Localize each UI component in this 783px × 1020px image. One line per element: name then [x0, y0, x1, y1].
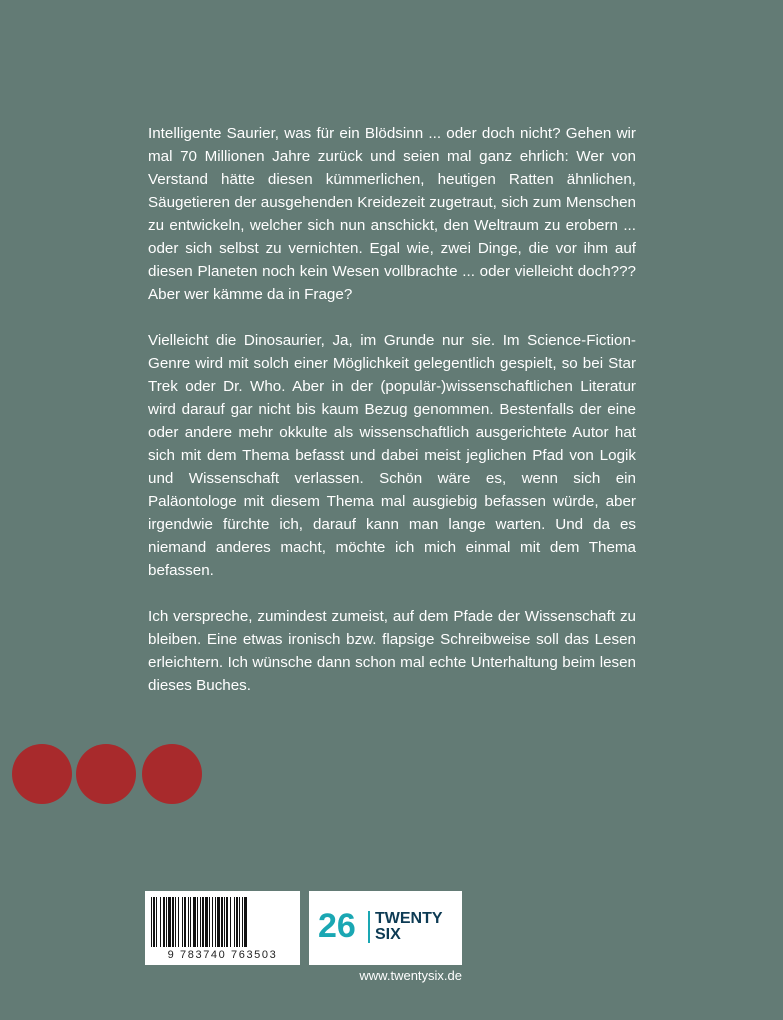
barcode-bar	[236, 897, 238, 947]
logo-wordmark-line-1: TWENTY	[375, 910, 443, 927]
barcode-bar	[244, 897, 247, 947]
barcode-bar	[200, 897, 201, 947]
publisher-url[interactable]: www.twentysix.de	[359, 968, 462, 983]
barcode-bar	[151, 897, 152, 947]
logo-wordmark-line-2: SIX	[375, 926, 401, 943]
barcode-bar	[205, 897, 208, 947]
barcode-bar	[160, 897, 161, 947]
logo-number: 26	[318, 907, 356, 945]
barcode-bar	[226, 897, 228, 947]
barcode-bar	[178, 897, 179, 947]
barcode-bar	[239, 897, 240, 947]
publisher-logo	[309, 891, 462, 965]
barcode-bar	[215, 897, 216, 947]
barcode-bar	[234, 897, 235, 947]
decorative-red-dot-2	[76, 744, 136, 804]
decorative-red-dot-1	[12, 744, 72, 804]
isbn-barcode	[145, 891, 300, 965]
barcode-bar	[242, 897, 243, 947]
blurb-paragraph-3: Ich verspreche, zumindest zumeist, auf dem Pfade der Wissenschaft zu bleiben. Eine etwas ironisch bzw. flapsige Schreibweise soll das Lesen erleichtern. Ich wünsche dann schon mal echte Unterhaltung beim lesen dieses Buches.	[148, 608, 636, 694]
barcode-bar	[163, 897, 165, 947]
barcode-bar	[188, 897, 189, 947]
barcode-bar	[153, 897, 155, 947]
barcode-bar	[193, 897, 196, 947]
blurb-paragraph-1: Intelligente Saurier, was für ein Blödsinn ... oder doch nicht? Gehen wir mal 70 Millionen Jahre zurück und seien mal ganz ehrlich: Wer von Verstand hätte diesen kümmerlichen, heutigen Ratten ähnlichen, Säugetieren der ausgehenden Kreidezeit zugetraut, sich zum Menschen zu entwickeln, welcher sich nun anschickt, den Weltraum zu erobern ... oder sich selbst zu vernichten. Egal wie, zwei Dinge, die vor ihm auf diesen Planeten noch kein Wesen vollbrachte ... oder vielleicht doch??? Aber wer kämme da in Frage?	[148, 125, 636, 303]
decorative-red-dot-3	[142, 744, 202, 804]
back-cover-blurb	[148, 122, 636, 720]
barcode-bar	[156, 897, 157, 947]
barcode-bar	[212, 897, 213, 947]
barcode-bar	[182, 897, 183, 947]
barcode-bar	[168, 897, 171, 947]
barcode-bar	[202, 897, 204, 947]
barcode-bar	[166, 897, 167, 947]
barcode-bar	[184, 897, 186, 947]
barcode-bar	[221, 897, 223, 947]
logo-wordmark	[375, 911, 443, 943]
barcode-bar	[175, 897, 176, 947]
logo-separator	[368, 911, 370, 943]
barcode-bar	[197, 897, 198, 947]
isbn-number: 9 783740 763503	[167, 949, 278, 961]
blurb-paragraph-2: Vielleicht die Dinosaurier, Ja, im Grunde nur sie. Im Science-Fiction-Genre wird mit solch einer Möglichkeit gelegentlich gespielt, so bei Star Trek oder Dr. Who. Aber in der (populär-)wissenschaftlichen Literatur wird darauf gar nicht bis kaum Bezug genommen. Bestenfalls der eine oder andere mehr okkulte als wissenschaftlich ausgerichtete Autor hat sich mit dem Thema befasst und dabei meist jeglichen Pfad von Logik und Wissenschaft verlassen. Schön wäre es, wenn sich ein Paläontologe mit diesem Thema mal ausgiebig befassen würde, aber irgendwie fürchte ich, darauf kann man lange warten. Und da es niemand anderes macht, möchte ich mich einmal mit dem Thema befassen.	[148, 332, 636, 579]
barcode-bar	[190, 897, 191, 947]
barcode-bar	[209, 897, 210, 947]
barcode-bar	[172, 897, 174, 947]
barcode-bar	[224, 897, 225, 947]
barcode-bar	[217, 897, 220, 947]
barcode-bar	[230, 897, 231, 947]
